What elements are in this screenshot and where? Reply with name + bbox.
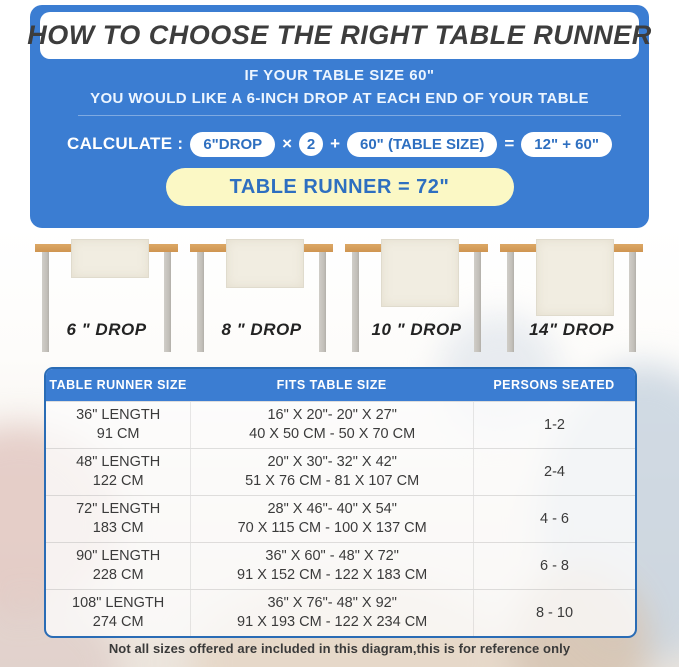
- column-header-persons: PERSONS SEATED: [493, 378, 615, 392]
- persons-seated: 4 - 6: [539, 510, 569, 527]
- table-runner: [226, 239, 304, 288]
- runner-size-cell: [46, 449, 190, 495]
- drop-label: 10 " DROP: [371, 320, 462, 339]
- fits-inches: 20" X 30"- 32" X 42": [267, 454, 397, 471]
- table-row: [46, 495, 635, 542]
- drop-figures-row: [33, 236, 645, 360]
- size-reference-table: [44, 367, 637, 638]
- runner-size-cell: [46, 496, 190, 542]
- multiply-sign: ×: [282, 134, 293, 153]
- runner-length: 72" LENGTH: [76, 501, 161, 518]
- fits-table-cell: [190, 496, 473, 542]
- sum-pill: 12" + 60": [521, 132, 612, 157]
- table-row: [46, 542, 635, 589]
- table-runner: [381, 239, 459, 307]
- table-figure-10-drop: [343, 236, 490, 360]
- persons-cell: [473, 543, 635, 589]
- intro-line-1: IF YOUR TABLE SIZE 60": [244, 67, 435, 84]
- runner-length-cm: 274 CM: [92, 614, 144, 630]
- runner-length: 108" LENGTH: [72, 595, 165, 612]
- table-size-pill: 60" (TABLE SIZE): [347, 132, 497, 157]
- column-header-runner-size: TABLE RUNNER SIZE: [49, 378, 187, 392]
- runner-size-cell: [46, 402, 190, 448]
- table-figure-6-drop: [33, 236, 180, 360]
- fits-cm: 70 X 115 CM - 100 X 137 CM: [237, 520, 427, 536]
- fits-inches: 36" X 76"- 48" X 92": [267, 595, 397, 612]
- persons-cell: [473, 449, 635, 495]
- runner-size-cell: [46, 590, 190, 636]
- drop-label: 6 " DROP: [66, 320, 147, 339]
- table-runner: [536, 239, 614, 316]
- runner-length: 48" LENGTH: [76, 454, 161, 471]
- table-row: [46, 589, 635, 636]
- persons-seated: 2-4: [544, 463, 565, 480]
- disclaimer-note: Not all sizes offered are included in this diagram,this is for reference only: [108, 641, 571, 656]
- table-runner: [71, 239, 149, 278]
- runner-length: 36" LENGTH: [76, 407, 161, 424]
- persons-cell: [473, 496, 635, 542]
- persons-seated: 6 - 8: [539, 557, 569, 574]
- calculation-formula: [30, 127, 649, 161]
- table-row: [46, 448, 635, 495]
- persons-cell: [473, 402, 635, 448]
- title-banner: [27, 12, 652, 59]
- drop-label: 14" DROP: [529, 320, 614, 339]
- runner-length-cm: 228 CM: [92, 567, 144, 583]
- persons-seated: 1-2: [544, 416, 565, 433]
- multiplier-circle: 2: [299, 132, 323, 156]
- runner-size-cell: [46, 543, 190, 589]
- fits-inches: 36" X 60" - 48" X 72": [265, 548, 399, 565]
- fits-cm: 51 X 76 CM - 81 X 107 CM: [245, 473, 420, 489]
- drop-label: 8 " DROP: [221, 320, 302, 339]
- fits-table-cell: [190, 402, 473, 448]
- fits-inches: 28" X 46"- 40" X 54": [267, 501, 397, 518]
- persons-seated: 8 - 10: [535, 604, 574, 621]
- fits-cm: 91 X 193 CM - 122 X 234 CM: [237, 614, 428, 630]
- column-header-fits-table: FITS TABLE SIZE: [276, 378, 387, 392]
- divider-line: [78, 115, 621, 116]
- fits-table-cell: [190, 543, 473, 589]
- fits-inches: 16" X 20"- 20" X 27": [267, 407, 397, 424]
- drop-pill: 6"DROP: [190, 132, 275, 157]
- result-text: TABLE RUNNER = 72": [229, 175, 450, 198]
- table-header-row: [46, 369, 635, 401]
- calculate-label: CALCULATE :: [67, 134, 184, 153]
- page-title: HOW TO CHOOSE THE RIGHT TABLE RUNNER: [27, 20, 652, 50]
- table-row: [46, 401, 635, 448]
- fits-table-cell: [190, 449, 473, 495]
- table-figure-14-drop: [498, 236, 645, 360]
- intro-text: [30, 67, 649, 107]
- plus-sign: +: [330, 134, 340, 153]
- fits-table-cell: [190, 590, 473, 636]
- instruction-card: [27, 5, 652, 228]
- fits-cm: 91 X 152 CM - 122 X 183 CM: [237, 567, 428, 583]
- runner-length-cm: 122 CM: [92, 473, 144, 489]
- fits-cm: 40 X 50 CM - 50 X 70 CM: [249, 426, 416, 442]
- runner-length: 90" LENGTH: [76, 548, 161, 565]
- runner-length-cm: 183 CM: [92, 520, 144, 536]
- table-figure-8-drop: [188, 236, 335, 360]
- equals-sign: =: [504, 134, 515, 153]
- intro-line-2: YOU WOULD LIKE A 6-INCH DROP AT EACH END OF YOUR TABLE: [90, 90, 589, 107]
- persons-cell: [473, 590, 635, 636]
- runner-length-cm: 91 CM: [96, 426, 140, 442]
- result-pill: [166, 168, 514, 206]
